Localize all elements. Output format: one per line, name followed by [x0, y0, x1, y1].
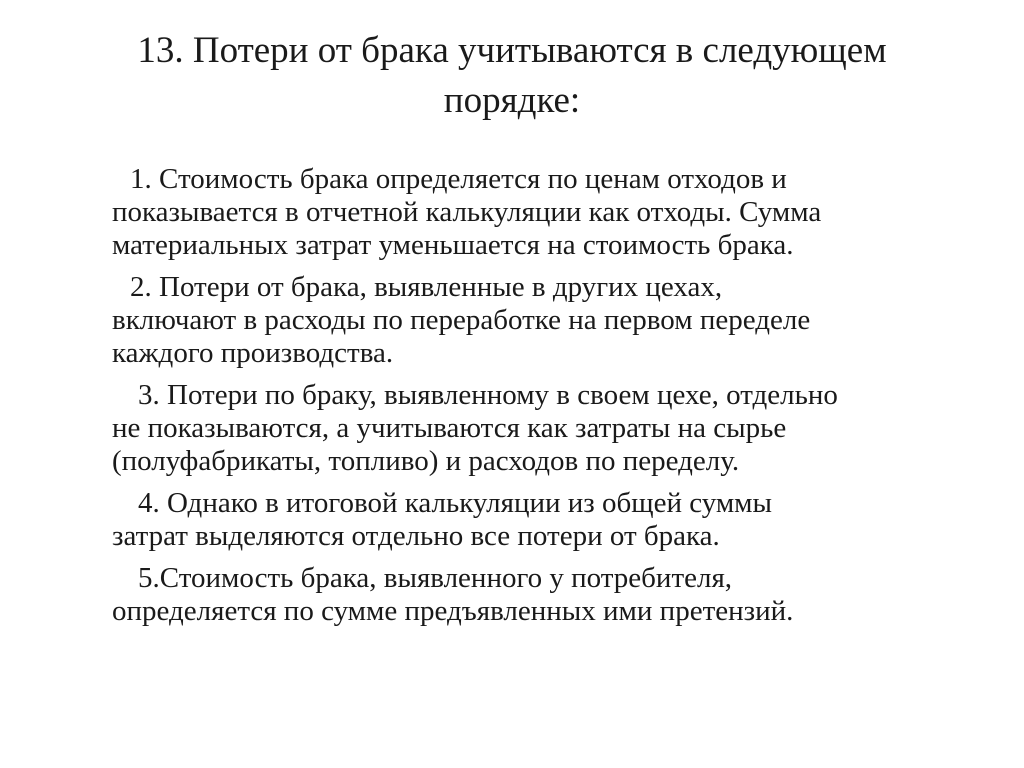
- item-3-line-3: (полуфабрикаты, топливо) и расходов по переделу.: [112, 445, 740, 477]
- item-1-line-1: 1. Стоимость брака определяется по ценам отходов и: [130, 163, 787, 195]
- slide-title: [60, 26, 964, 126]
- item-2-line-3: каждого производства.: [112, 337, 394, 369]
- item-5-line-1: 5.Стоимость брака, выявленного у потребителя,: [138, 562, 733, 594]
- list-item-5: [112, 562, 982, 628]
- item-2-line-1: 2. Потери от брака, выявленные в других цехах,: [130, 271, 723, 303]
- list-item-1: [112, 163, 982, 262]
- title-line-1: 13. Потери от брака учитываются в следующем: [137, 30, 887, 71]
- item-3-line-1: 3. Потери по браку, выявленному в своем цехе, отдельно: [138, 379, 838, 411]
- item-2-line-2: включают в расходы по переработке на первом переделе: [112, 304, 811, 336]
- item-1-line-3: материальных затрат уменьшается на стоимость брака.: [112, 229, 794, 261]
- item-4-line-1: 4. Однако в итоговой калькуляции из общей суммы: [138, 487, 773, 519]
- slide-body: [112, 163, 982, 637]
- item-1-line-2: показывается в отчетной калькуляции как отходы. Сумма: [112, 196, 822, 228]
- list-item-3: [112, 379, 982, 478]
- item-4-line-2: затрат выделяются отдельно все потери от брака.: [112, 520, 720, 552]
- list-item-2: [112, 271, 982, 370]
- title-line-2: порядке:: [443, 80, 581, 121]
- item-3-line-2: не показываются, а учитываются как затраты на сырье: [112, 412, 787, 444]
- item-5-line-2: определяется по сумме предъявленных ими претензий.: [112, 595, 794, 627]
- list-item-4: [112, 487, 982, 553]
